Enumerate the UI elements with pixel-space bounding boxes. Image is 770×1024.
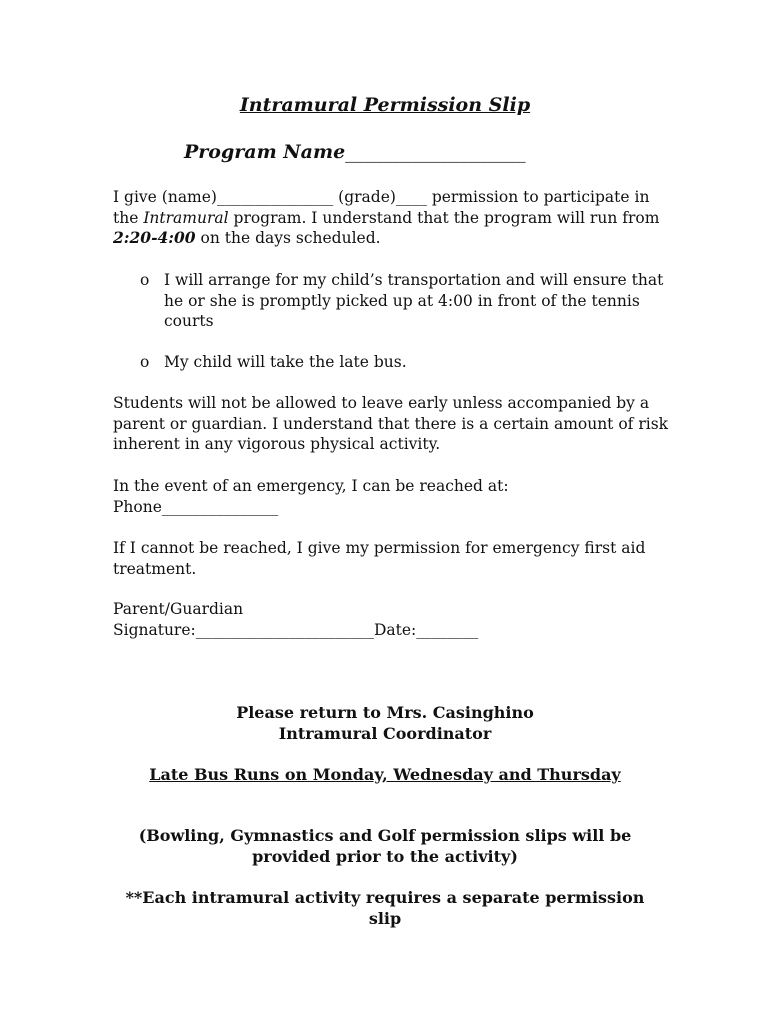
- late-bus-schedule: Late Bus Runs on Monday, Wednesday and Thursday: [149, 765, 621, 784]
- program-name-label: Program Name: [184, 141, 346, 163]
- signature-date-line: Signature:_______________________Date:________: [113, 620, 479, 639]
- policy-paragraph: Students will not be allowed to leave early unless accompanied by a parent or guardian. I understand that there is a certain amount of risk inherent in any vigorous physical activity.: [113, 394, 669, 453]
- bullet-mark: o: [140, 353, 150, 371]
- return-line-1: Please return to Mrs. Casinghino: [236, 703, 534, 722]
- return-line-2: Intramural Coordinator: [278, 724, 492, 743]
- separate-slip-note: **Each intramural activity requires a separate permission slip: [125, 888, 645, 928]
- return-instructions: [0, 702, 770, 744]
- other-slips-note: (Bowling, Gymnastics and Golf permission slips will be provided prior to the activity): [138, 826, 632, 866]
- emergency-contact: [113, 476, 673, 517]
- emergency-text: In the event of an emergency, I can be reached at:: [113, 477, 509, 495]
- transport-option-late-bus: [140, 352, 670, 373]
- option-text: I will arrange for my child’s transportation and will ensure that he or she is promptly picked up at 4:00 in front of the tennis courts: [164, 271, 664, 330]
- consent-paragraph: [113, 187, 673, 249]
- bullet-mark: o: [140, 271, 150, 289]
- signature-section: [113, 599, 673, 640]
- page-title: Intramural Permission Slip: [239, 94, 531, 116]
- consent-italic-word: Intramural: [143, 208, 229, 227]
- program-name-line: [184, 140, 526, 164]
- consent-text-2: program. I understand that the program will run from: [228, 208, 660, 227]
- phone-line: Phone_______________: [113, 497, 279, 516]
- first-aid-paragraph: If I cannot be reached, I give my permission for emergency first aid treatment.: [113, 539, 646, 578]
- signature-label: Parent/Guardian: [113, 600, 244, 618]
- option-text: My child will take the late bus.: [164, 353, 407, 371]
- consent-text-3: on the days scheduled.: [195, 229, 381, 247]
- transport-option-pickup: [140, 270, 670, 332]
- program-time: 2:20-4:00: [113, 228, 196, 247]
- consent-text-1: I give (name)_______________ (grade)____ permission to participate in the: [113, 188, 650, 227]
- program-name-blank: ___________________: [345, 141, 526, 163]
